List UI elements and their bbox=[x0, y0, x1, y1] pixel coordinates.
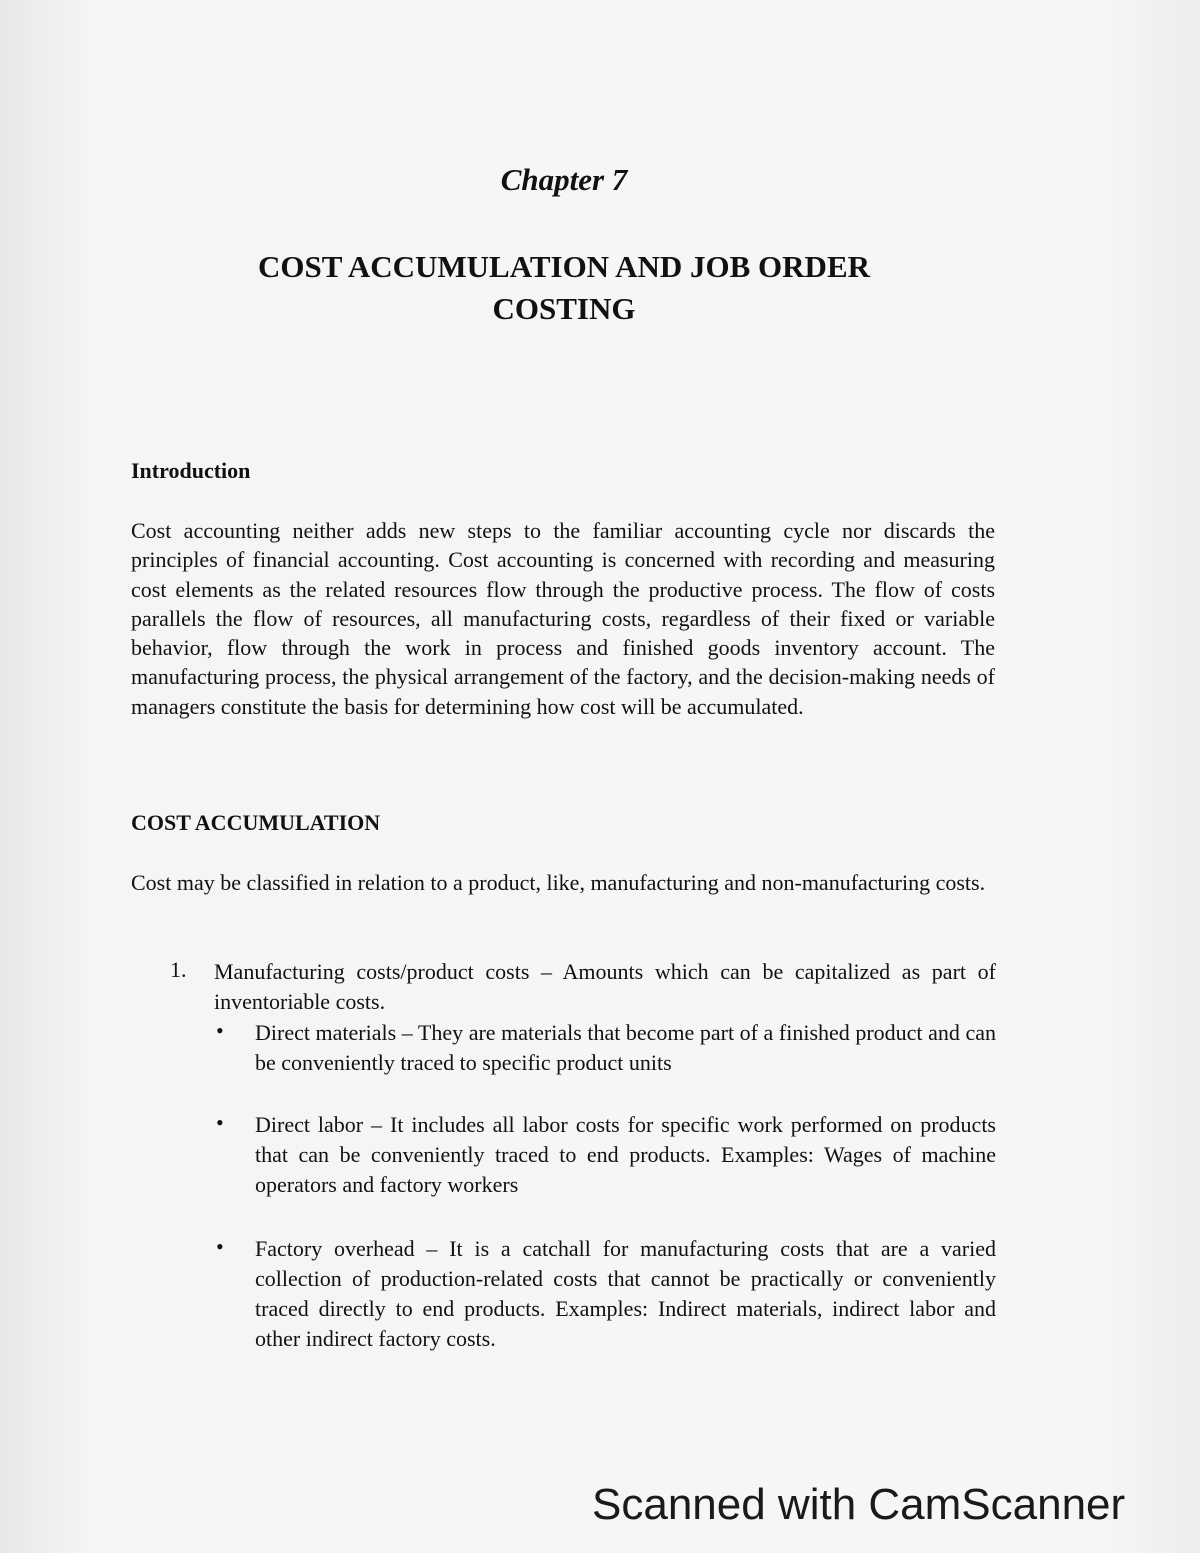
list-number: 1. bbox=[170, 957, 187, 982]
bullet-direct-labor: Direct labor – It includes all labor costs for specific work performed on products that can be conveniently traced to end products. Examples: Wages of machine operators and factory workers bbox=[255, 1112, 996, 1197]
chapter-title-line-1: COST ACCUMULATION AND JOB ORDER bbox=[257, 249, 871, 284]
chapter-title bbox=[0, 246, 1128, 330]
bullet-factory-overhead: Factory overhead – It is a catchall for manufacturing costs that are a varied collection of production-related costs that cannot be practically or conveniently traced directly to end products. Examples: Indirect materials, indirect labor and other indirect factory costs. bbox=[255, 1236, 996, 1351]
cost-accumulation-heading: COST ACCUMULATION bbox=[131, 810, 381, 835]
bullet-icon: • bbox=[216, 1234, 224, 1259]
introduction-paragraph: Cost accounting neither adds new steps to the familiar accounting cycle nor discards the principles of financial accounting. Cost accounting is concerned with recording and measuring cost elements as the related resources flow through the productive process. The flow of costs parallels the flow of resources, all manufacturing costs, regardless of their fixed or variable behavior, flow through the work in process and finished goods inventory account. The manufacturing process, the physical arrangement of the factory, and the decision-making needs of managers constitute the basis for determining how cost will be accumulated. bbox=[131, 518, 995, 719]
bullet-direct-materials: Direct materials – They are materials that become part of a finished product and can be conveniently traced to specific product units bbox=[255, 1020, 996, 1075]
chapter-label: Chapter 7 bbox=[500, 162, 628, 197]
bullet-icon: • bbox=[216, 1018, 224, 1043]
bullet-icon: • bbox=[216, 1110, 224, 1135]
cost-accumulation-paragraph: Cost may be classified in relation to a product, like, manufacturing and non-manufacturing costs. bbox=[131, 870, 986, 895]
chapter-title-line-2: COSTING bbox=[492, 291, 636, 326]
introduction-heading: Introduction bbox=[131, 458, 251, 483]
camscanner-watermark: Scanned with CamScanner bbox=[592, 1480, 1126, 1529]
list-item-manufacturing-costs: Manufacturing costs/product costs – Amounts which can be capitalized as part of inventoriable costs. bbox=[214, 959, 996, 1014]
